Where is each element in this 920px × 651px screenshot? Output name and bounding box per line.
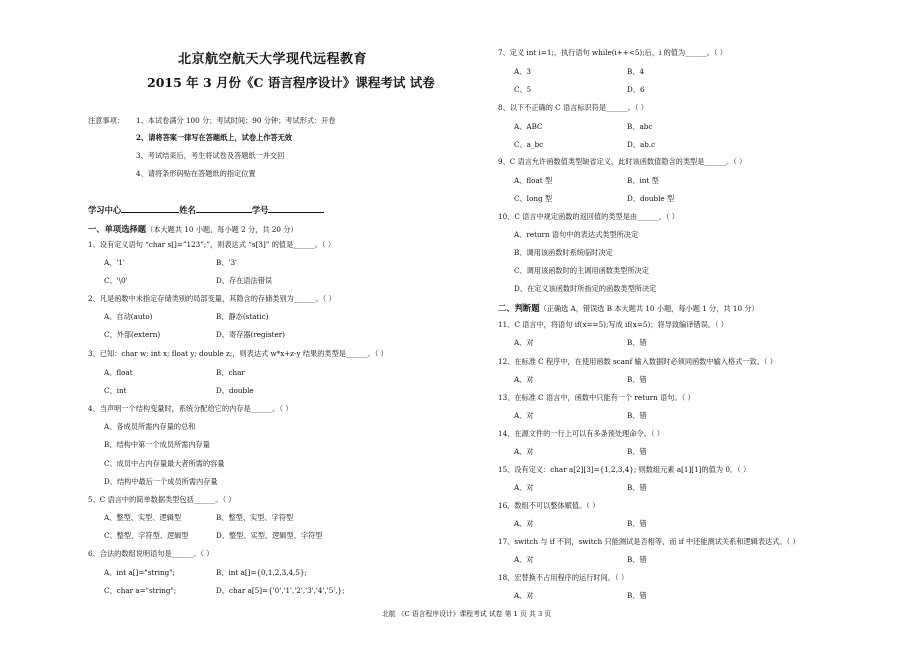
section-note: （本大题共 10 小题，每小题 2 分，共 20 分） (146, 225, 298, 234)
option[interactable]: B、abc (627, 122, 653, 131)
option[interactable]: D、double 型 (627, 194, 675, 203)
option[interactable]: A、ABC (514, 122, 543, 131)
question-text: 2、凡是函数中未指定存储类别的局部变量，其隐含的存储类别为______。（ ） (88, 294, 336, 303)
exam-institution-title: 北京航空航天大学现代远程教育 (178, 52, 368, 67)
option[interactable]: D、char a[5]={'0','1','2','3','4','5',}; (216, 586, 345, 595)
section-note: （正确选 A，错误选 B 本大题共 10 小题，每小题 1 分，共 10 分） (539, 304, 759, 313)
student-id-label: 学号 (251, 205, 269, 215)
option-true[interactable]: A、对 (514, 338, 534, 347)
question-text: 15、设有定义：char a[2][3]={1,2,3,4}; 则数组元素 a[1][1]的值为 0。（ ） (498, 465, 751, 474)
section-judgement (498, 302, 759, 314)
notes-label: 注意事项： (88, 116, 124, 125)
option[interactable]: D、ab.c (627, 140, 656, 149)
option-true[interactable]: A、对 (514, 591, 534, 600)
option-true[interactable]: A、对 (514, 519, 534, 528)
option-true[interactable]: A、对 (514, 375, 534, 384)
option[interactable]: C、调用该函数时的主调用函数类型所决定 (514, 266, 649, 275)
option-false[interactable]: B、错 (627, 519, 647, 528)
option-true[interactable]: A、对 (514, 555, 534, 564)
option[interactable]: C、char a="string"; (104, 586, 177, 595)
option[interactable]: A、3 (514, 67, 531, 76)
question-text: 17、switch 与 if 不同，switch 只能测试是否相等，而 if 中还能测试关系和逻辑表达式。（ ） (498, 537, 800, 546)
question-text: 12、在标准 C 程序中，在使用函数 scanf 输入数据时必须同函数中输入格式一致。（ ） (498, 357, 777, 366)
option[interactable]: C、'\0' (104, 276, 128, 285)
option[interactable]: B、调用该函数时系统临时决定 (514, 248, 613, 257)
option[interactable]: B、结构中第一个成员所需内存量 (104, 440, 210, 449)
section-single-choice (88, 223, 298, 235)
option[interactable]: B、整型、实型、字符型 (216, 513, 294, 522)
option[interactable]: C、long 型 (514, 194, 553, 203)
option-false[interactable]: B、错 (627, 411, 647, 420)
note-item: 1、本试卷满分 100 分；考试时间：90 分钟；考试形式：开卷 (136, 116, 336, 125)
option[interactable]: C、成员中占内存量最大者所需的容量 (104, 459, 225, 468)
question-text: 16、数组不可以整体赋值。（ ） (498, 501, 600, 510)
option[interactable]: D、double (216, 386, 254, 395)
name-blank[interactable] (196, 203, 252, 213)
exam-title: 2015 年 3 月份《C 语言程序设计》课程考试 试卷 (147, 75, 435, 90)
option[interactable]: B、静态(static) (216, 312, 269, 321)
option[interactable]: C、整型、字符型、逻辑型 (104, 531, 189, 540)
option[interactable]: C、外部(extern) (104, 330, 161, 339)
option-false[interactable]: B、错 (627, 483, 647, 492)
option-false[interactable]: B、错 (627, 555, 647, 564)
page-footer: 北航 《C 语言程序设计》课程考试 试卷 第 1 页 共 3 页 (382, 610, 552, 618)
option[interactable]: C、5 (514, 85, 532, 94)
section-title: 一、单项选择题 (88, 224, 147, 234)
option[interactable]: B、4 (627, 67, 645, 76)
question-text: 11、C 语言中，将语句 if(x==5);写成 if(x=5)；将导致编译错误。（ ） (498, 320, 728, 329)
option[interactable]: D、结构中最后一个成员所需内存量 (104, 477, 218, 486)
option-true[interactable]: A、对 (514, 411, 534, 420)
option[interactable]: D、6 (627, 85, 645, 94)
question-text: 4、当声明一个结构变量时，系统分配给它的内存是______。（ ） (88, 404, 293, 413)
option[interactable]: A、'1' (104, 258, 125, 267)
name-label: 姓名 (179, 205, 196, 215)
section-title: 二、判断题 (498, 303, 540, 313)
question-text: 7、定义 int i=1;，执行语句 while(i++<5);后，i 的值为______。（ ） (498, 48, 727, 57)
option[interactable]: D、存在语法错误 (216, 276, 273, 285)
note-item: 4、请将条形码贴在答题纸的指定位置 (136, 169, 256, 178)
learning-center-blank[interactable] (121, 203, 179, 213)
question-text: 1、设有定义语句 “char s[]=”123”;”，则表达式 “s[3]” 的值是______。（ ） (88, 240, 336, 249)
option-false[interactable]: B、错 (627, 591, 647, 600)
note-item: 3、考试结束后，考生将试卷及答题纸一并交回 (136, 151, 285, 160)
option[interactable]: B、'3' (216, 258, 237, 267)
option[interactable]: B、int 型 (627, 176, 659, 185)
question-text: 13、在标准 C 语言中，函数中只能有一个 return 语句。（ ） (498, 393, 695, 402)
option-false[interactable]: B、错 (627, 338, 647, 347)
question-text: 5、C 语言中的简单数据类型包括______。（ ） (88, 495, 236, 504)
option[interactable]: C、int (104, 386, 127, 395)
question-text: 14、在源文件的一行上可以有多条预处理命令。（ ） (498, 429, 664, 438)
question-text: 8、以下不正确的 C 语言标识符是______。（ ） (498, 103, 648, 112)
question-text: 3、已知：char w; int x; float y; double z;，则表达式 w*x+z-y 结果的类型是______。（ ） (88, 349, 388, 358)
student-info-row (88, 203, 324, 216)
question-text: 10、C 语言中规定函数的返回值的类型是由______。（ ） (498, 212, 679, 221)
learning-center-label: 学习中心 (88, 205, 122, 215)
question-text: 9、C 语言允许函数值类型缺省定义，此时该函数值隐含的类型是______。（ ） (498, 157, 747, 166)
option[interactable]: A、自动(auto) (104, 312, 153, 321)
option-true[interactable]: A、对 (514, 483, 534, 492)
option[interactable]: B、int a[]={0,1,2,3,4,5}; (216, 568, 307, 577)
option-true[interactable]: A、对 (514, 447, 534, 456)
option-false[interactable]: B、错 (627, 375, 647, 384)
option[interactable]: A、各成员所需内存量的总和 (104, 422, 196, 431)
option[interactable]: A、float (104, 368, 133, 377)
option[interactable]: A、float 型 (514, 176, 553, 185)
question-text: 18、宏替换不占用程序的运行时间。（ ） (498, 573, 629, 582)
note-item: 2、请将答案一律写在答题纸上，试卷上作答无效 (136, 133, 292, 142)
option[interactable]: D、整型、实型、逻辑型、字符型 (216, 531, 323, 540)
option[interactable]: B、char (216, 368, 245, 377)
option[interactable]: A、int a[]="string"; (104, 568, 175, 577)
question-text: 6、合法的数组说明语句是______。（ ） (88, 549, 214, 558)
option[interactable]: C、a_bc (514, 140, 544, 149)
option[interactable]: A、整型、实型、逻辑型 (104, 513, 182, 522)
student-id-blank[interactable] (268, 203, 324, 213)
option-false[interactable]: B、错 (627, 447, 647, 456)
option[interactable]: D、寄存器(register) (216, 330, 285, 339)
option[interactable]: D、在定义该函数时所指定的函数类型所决定 (514, 284, 657, 293)
option[interactable]: A、return 语句中的表达式类型所决定 (514, 230, 639, 239)
